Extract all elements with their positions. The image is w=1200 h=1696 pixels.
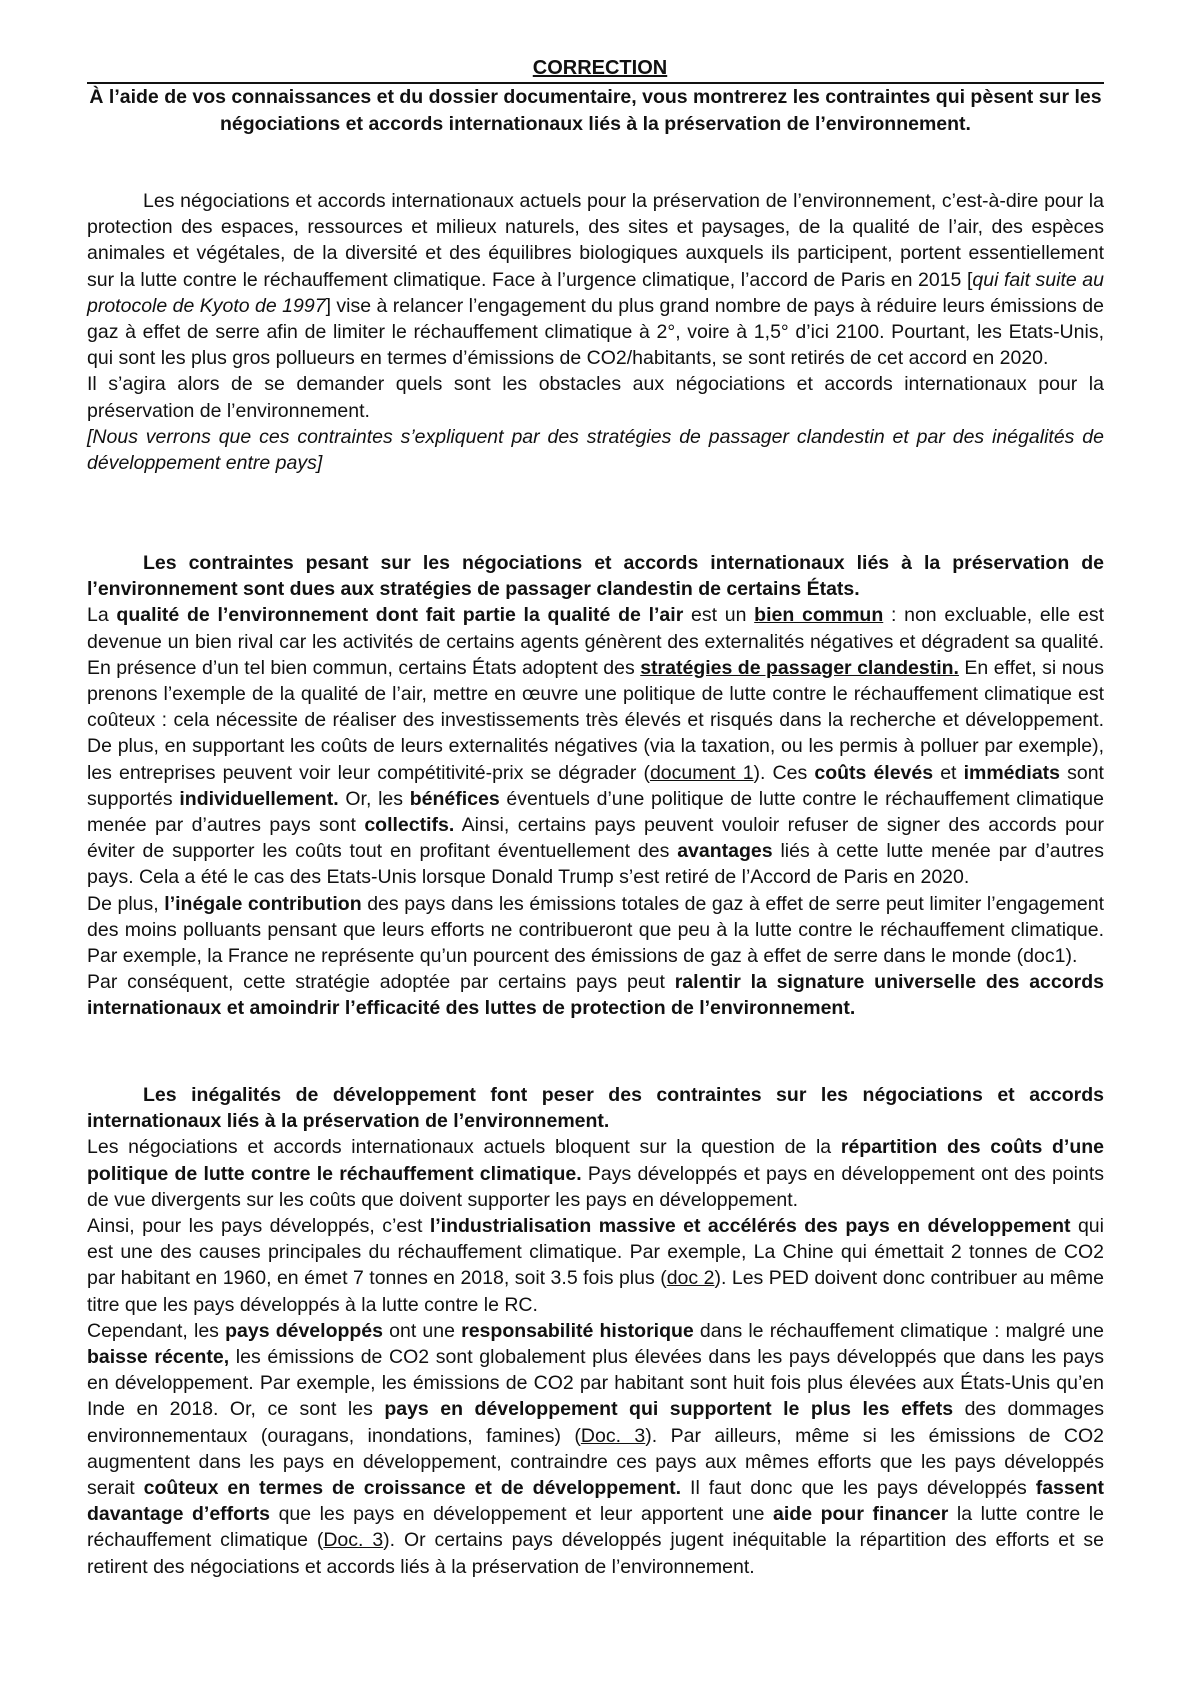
part-1-conclusion xyxy=(87,969,1104,1021)
bold-text: ralentir la signature universelle des accords internationaux et amoindrir l’efficacité des luttes de protection de l’environnement. xyxy=(87,971,1105,1020)
text: Cependant, les xyxy=(87,1319,226,1342)
text: Par conséquent, cette stratégie adoptée par certains pays peut xyxy=(87,971,675,994)
text: Or, les xyxy=(338,787,410,810)
page-title: CORRECTION xyxy=(532,57,668,79)
underlined-term: stratégies de passager clandestin. xyxy=(640,656,959,679)
bold-text: baisse récente, xyxy=(87,1346,230,1369)
bold-text: aide pour financer xyxy=(773,1503,949,1526)
bold-text: l’inégale contribution xyxy=(164,892,362,915)
text: que les pays en développement et leur apportent une xyxy=(270,1503,774,1526)
text: est un xyxy=(683,604,755,627)
text: Ainsi, pour les pays développés, c’est xyxy=(87,1215,430,1238)
text: ). Les PED doivent donc contribuer au même titre que les pays développés à la lutte contre le RC. xyxy=(87,1267,1104,1316)
text: En effet, si nous prenons l’exemple de la qualité de l’air, mettre en œuvre une politique de lutte contre le réchauffement climatique est coûteux : cela nécessite de réaliser des investissements très élevés et risqués dans la recherche et développement. De plus, en supportant les coûts de leurs externalités négatives (via la taxation, ou les permis à polluer par exemple), les entreprises peuvent voir leur compétitivité-prix se dégrader ( xyxy=(87,656,1104,784)
part-2-paragraph-3 xyxy=(87,1318,1104,1580)
text: dans le réchauffement climatique : malgré une xyxy=(693,1319,1104,1342)
intro-text-b: ] vise à relancer l’engagement du plus grand nombre de pays à réduire leurs émissions de gaz à effet de serre afin de limiter le réchauffement climatique à 2°, voire à 1,5° d’ici 2100. Pourtant, les Etats-Unis, qui sont les plus gros pollueurs en termes d’émissions de CO2/habitants, se sont retirés de cet accord en 2020. xyxy=(87,294,1104,370)
document-reference: document 1 xyxy=(649,761,754,784)
text: sont supportés xyxy=(87,761,1104,810)
part-1-heading: Les contraintes pesant sur les négociations et accords internationaux liés à la préservation de l’environnement sont dues aux stratégies de passager clandestin de certains États. xyxy=(87,552,1104,601)
bold-text: avantages xyxy=(677,840,773,863)
bold-text: collectifs. xyxy=(364,814,455,837)
text: la lutte contre le réchauffement climatique ( xyxy=(87,1503,1104,1552)
bold-text: l’industrialisation massive et accélérés des pays en développement xyxy=(429,1215,1071,1238)
text: La xyxy=(87,604,117,627)
subject-statement: À l’aide de vos connaissances et du dossier documentaire, vous montrerez les contraintes qui pèsent sur les négociations et accords internationaux liés à la préservation de l’environnement. xyxy=(89,86,1102,135)
text: Il faut donc que les pays développés xyxy=(681,1477,1036,1500)
bold-text: pays en développement qui supportent le plus les effets xyxy=(384,1398,954,1421)
document-reference: Doc. 3 xyxy=(323,1529,384,1552)
part-1-section xyxy=(87,550,1104,1022)
introduction-section xyxy=(87,188,1104,476)
part-2-paragraph-1 xyxy=(87,1134,1104,1213)
text: des pays dans les émissions totales de gaz à effet de serre peut limiter l’engagement des moins polluants pensant que leurs efforts ne contribueront que peu à la lutte contre le réchauffement climatique. Par exemple, la France ne représente qu’un pourcent des émissions de gaz à effet de serre dans le monde (doc1). xyxy=(87,892,1105,968)
text: ). Ces xyxy=(753,761,815,784)
document-reference: Doc. 3 xyxy=(580,1424,646,1447)
text: Ainsi, certains pays peuvent vouloir refuser de signer des accords pour éviter de supporter les coûts tout en profitant éventuellement des xyxy=(87,814,1104,863)
text: les émissions de CO2 sont globalement plus élevées dans les pays développés que dans les pays en développement. Par exemple, les émissions de CO2 par habitant sont huit fois plus élevées aux États-Unis qu’en Inde en 2018. Or, ce sont les xyxy=(87,1346,1105,1421)
text: Les négociations et accords internationaux actuels bloquent sur la question de la xyxy=(87,1136,841,1159)
announcement-paragraph: [Nous verrons que ces contraintes s’expliquent par des stratégies de passager clandestin et par des inégalités de développement entre pays] xyxy=(87,425,1104,475)
intro-text-a: Les négociations et accords internationaux actuels pour la préservation de l’environnement, c’est-à-dire pour la protection des espaces, ressources et milieux naturels, des sites et paysages, de la qualité de l’air, des espèces animales et végétales, de la diversité et des équilibres biologiques auxquels ils participent, portent essentiellement sur la lutte contre le réchauffement climatique. Face à l’urgence climatique, l’accord de Paris en 2015 [ xyxy=(87,190,1104,291)
text: et xyxy=(933,761,964,784)
part-2-section xyxy=(87,1082,1104,1580)
problematique-paragraph: Il s’agira alors de se demander quels sont les obstacles aux négociations et accords internationaux pour la préservation de l’environnement. xyxy=(87,373,1104,422)
text: éventuels d’une politique de lutte contre le réchauffement climatique menée par d’autres pays sont xyxy=(87,787,1104,837)
text: des dommages environnementaux (ouragans, inondations, famines) ( xyxy=(87,1398,1104,1447)
text: : non excluable, elle est devenue un bien rival car les activités de certains agents génèrent des externalités négatives et dégradent sa qualité. En présence d’un tel bien commun, certains États adoptent des xyxy=(87,604,1104,679)
text: qui est une des causes principales du réchauffement climatique. Par exemple, La Chine qui émettait 2 tonnes de CO2 par habitant en 1960, en émet 7 tonnes en 2018, soit 3.5 fois plus ( xyxy=(87,1215,1104,1290)
text: ). Or certains pays développés jugent inéquitable la répartition des efforts et se retirent des négociations et accords liés à la préservation de l’environnement. xyxy=(87,1529,1104,1578)
intro-paragraph xyxy=(87,188,1104,371)
bold-text: fassent davantage d’efforts xyxy=(87,1477,1104,1526)
bold-text: responsabilité historique xyxy=(461,1319,694,1342)
bold-text: bénéfices xyxy=(409,787,500,810)
part-2-paragraph-2 xyxy=(87,1213,1104,1318)
bold-text: coûteux en termes de croissance et de développement. xyxy=(143,1477,682,1500)
text: ). Par ailleurs, même si les émissions de CO2 augmentent dans les pays en développement, contraindre ces pays aux mêmes efforts que les pays développés serait xyxy=(87,1424,1104,1500)
bold-text: pays développés xyxy=(225,1319,383,1342)
text: ont une xyxy=(383,1319,462,1342)
text: liés à cette lutte menée par d’autres pays. Cela a été le cas des Etats-Unis lorsque Donald Trump s’est retiré de l’Accord de Paris en 2020. xyxy=(87,840,1104,889)
bold-text: coûts élevés xyxy=(814,761,934,784)
bold-text: individuellement. xyxy=(179,787,339,810)
part-1-paragraph-2 xyxy=(87,891,1104,970)
underlined-term: bien commun xyxy=(754,604,884,627)
bold-text: qualité de l’environnement dont fait partie la qualité de l’air xyxy=(116,604,684,627)
text: Pays développés et pays en développement ont des points de vue divergents sur les coûts que doivent supporter les pays en développement. xyxy=(87,1162,1105,1211)
bold-text: immédiats xyxy=(963,761,1061,784)
part-1-paragraph-1 xyxy=(87,602,1104,890)
document-reference: doc 2 xyxy=(666,1267,715,1290)
part-2-heading: Les inégalités de développement font peser des contraintes sur les négociations et accords internationaux liés à la préservation de l’environnement. xyxy=(87,1084,1104,1133)
bold-text: répartition des coûts d’une politique de lutte contre le réchauffement climatique. xyxy=(87,1136,1104,1185)
intro-text-italic: qui fait suite au protocole de Kyoto de 1997 xyxy=(87,268,1105,317)
text: De plus, xyxy=(87,892,165,915)
